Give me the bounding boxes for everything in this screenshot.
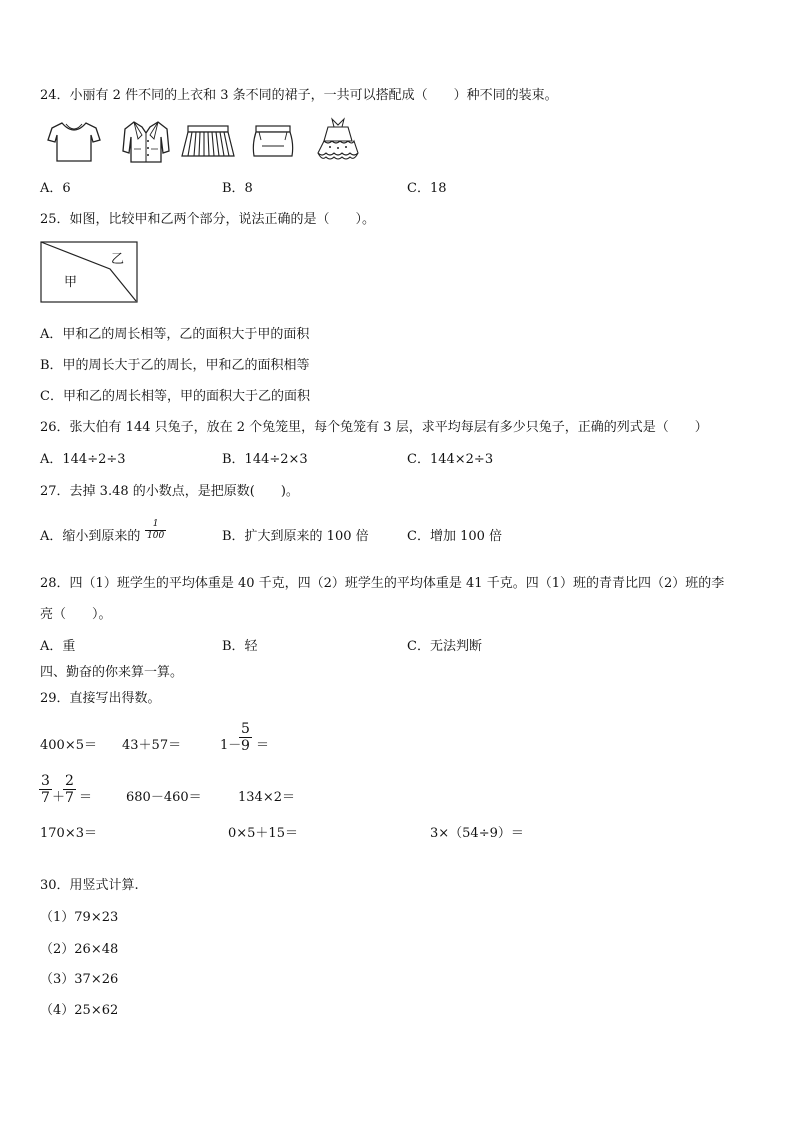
q28-stem-line2: 亮（ ）。 — [40, 607, 112, 622]
fraction-denominator: 9 — [241, 738, 250, 754]
q29-expr-2: 43＋57＝ — [122, 738, 182, 753]
q25-label-yi: 乙 — [111, 252, 125, 267]
q27-option-b[interactable]: B．扩大到原来的 100 倍 — [222, 529, 369, 544]
fraction-numerator: 3 — [41, 773, 50, 789]
q30-stem: 30．用竖式计算. — [40, 878, 139, 893]
shirt-icon — [46, 120, 102, 164]
skirt-icon — [250, 124, 296, 160]
fraction-denominator: 7 — [41, 790, 50, 806]
fraction-denominator: 7 — [65, 790, 74, 806]
q29-expr-3-fraction — [239, 722, 252, 753]
q29-stem: 29．直接写出得数。 — [40, 691, 161, 706]
ruffled-skirt-icon — [314, 117, 362, 163]
q27-option-a-fraction — [145, 520, 166, 541]
q30-item-1: （1）79×23 — [40, 910, 119, 925]
q26-stem: 26．张大伯有 144 只兔子，放在 2 个兔笼里，每个兔笼有 3 层，求平均每层有多少只兔子，正确的列式是（ ） — [40, 420, 708, 435]
fraction-numerator: 5 — [241, 721, 250, 737]
q28-stem-line1: 28．四（1）班学生的平均体重是 40 千克，四（2）班学生的平均体重是 41 千克。四（1）班的青青比四（2）班的李 — [40, 576, 725, 591]
q29-expr-4-fraction-1 — [39, 774, 52, 805]
q29-expr-7: 170×3＝ — [40, 826, 97, 841]
q26-option-a[interactable]: A．144÷2÷3 — [40, 452, 126, 467]
q30-item-4: （4）25×62 — [40, 1003, 119, 1018]
q29-expr-1: 400×5＝ — [40, 738, 97, 753]
jacket-icon — [120, 119, 172, 165]
q29-expr-3-equals: ＝ — [256, 738, 270, 753]
section-heading: 四、勤奋的你来算一算。 — [40, 665, 184, 680]
q28-option-c[interactable]: C．无法判断 — [407, 639, 482, 654]
q25-option-c[interactable]: C．甲和乙的周长相等，甲的面积大于乙的面积 — [40, 389, 310, 404]
q25-label-jia: 甲 — [64, 275, 78, 290]
q28-option-a[interactable]: A．重 — [40, 639, 76, 654]
q27-option-c[interactable]: C．增加 100 倍 — [407, 529, 503, 544]
q30-item-3: （3）37×26 — [40, 972, 119, 987]
q29-expr-4-plus: ＋ — [52, 790, 66, 805]
q29-expr-9: 3×（54÷9）＝ — [430, 826, 524, 841]
q27-stem: 27．去掉 3.48 的小数点，是把原数( )。 — [40, 484, 299, 499]
q29-expr-4-fraction-2 — [63, 774, 76, 805]
q24-stem: 24．小丽有 2 件不同的上衣和 3 条不同的裙子，一共可以搭配成（ ）种不同的装束。 — [40, 88, 558, 103]
q29-expr-8: 0×5＋15＝ — [228, 826, 298, 841]
fraction-numerator: 2 — [65, 773, 74, 789]
q26-option-c[interactable]: C．144×2÷3 — [407, 452, 494, 467]
q29-expr-6: 134×2＝ — [238, 790, 295, 805]
q29-expr-5: 680－460＝ — [126, 790, 202, 805]
q28-option-b[interactable]: B．轻 — [222, 639, 258, 654]
q29-expr-4-equals: ＝ — [79, 790, 93, 805]
fraction-numerator: 1 — [152, 519, 159, 529]
q29-expr-3-prefix: 1－ — [220, 738, 242, 753]
q27-option-a-text[interactable]: A．缩小到原来的 — [40, 529, 141, 544]
q26-option-b[interactable]: B．144÷2×3 — [222, 452, 308, 467]
pleated-skirt-icon — [180, 124, 236, 160]
q24-option-c[interactable]: C．18 — [407, 181, 447, 196]
q25-option-a[interactable]: A．甲和乙的周长相等，乙的面积大于甲的面积 — [40, 327, 310, 342]
fraction-denominator: 100 — [147, 531, 165, 541]
q24-option-a[interactable]: A．6 — [40, 181, 71, 196]
q30-item-2: （2）26×48 — [40, 942, 119, 957]
q25-stem: 25．如图，比较甲和乙两个部分，说法正确的是（ ）。 — [40, 212, 376, 227]
q24-option-b[interactable]: B．8 — [222, 181, 253, 196]
q25-option-b[interactable]: B．甲的周长大于乙的周长，甲和乙的面积相等 — [40, 358, 310, 373]
